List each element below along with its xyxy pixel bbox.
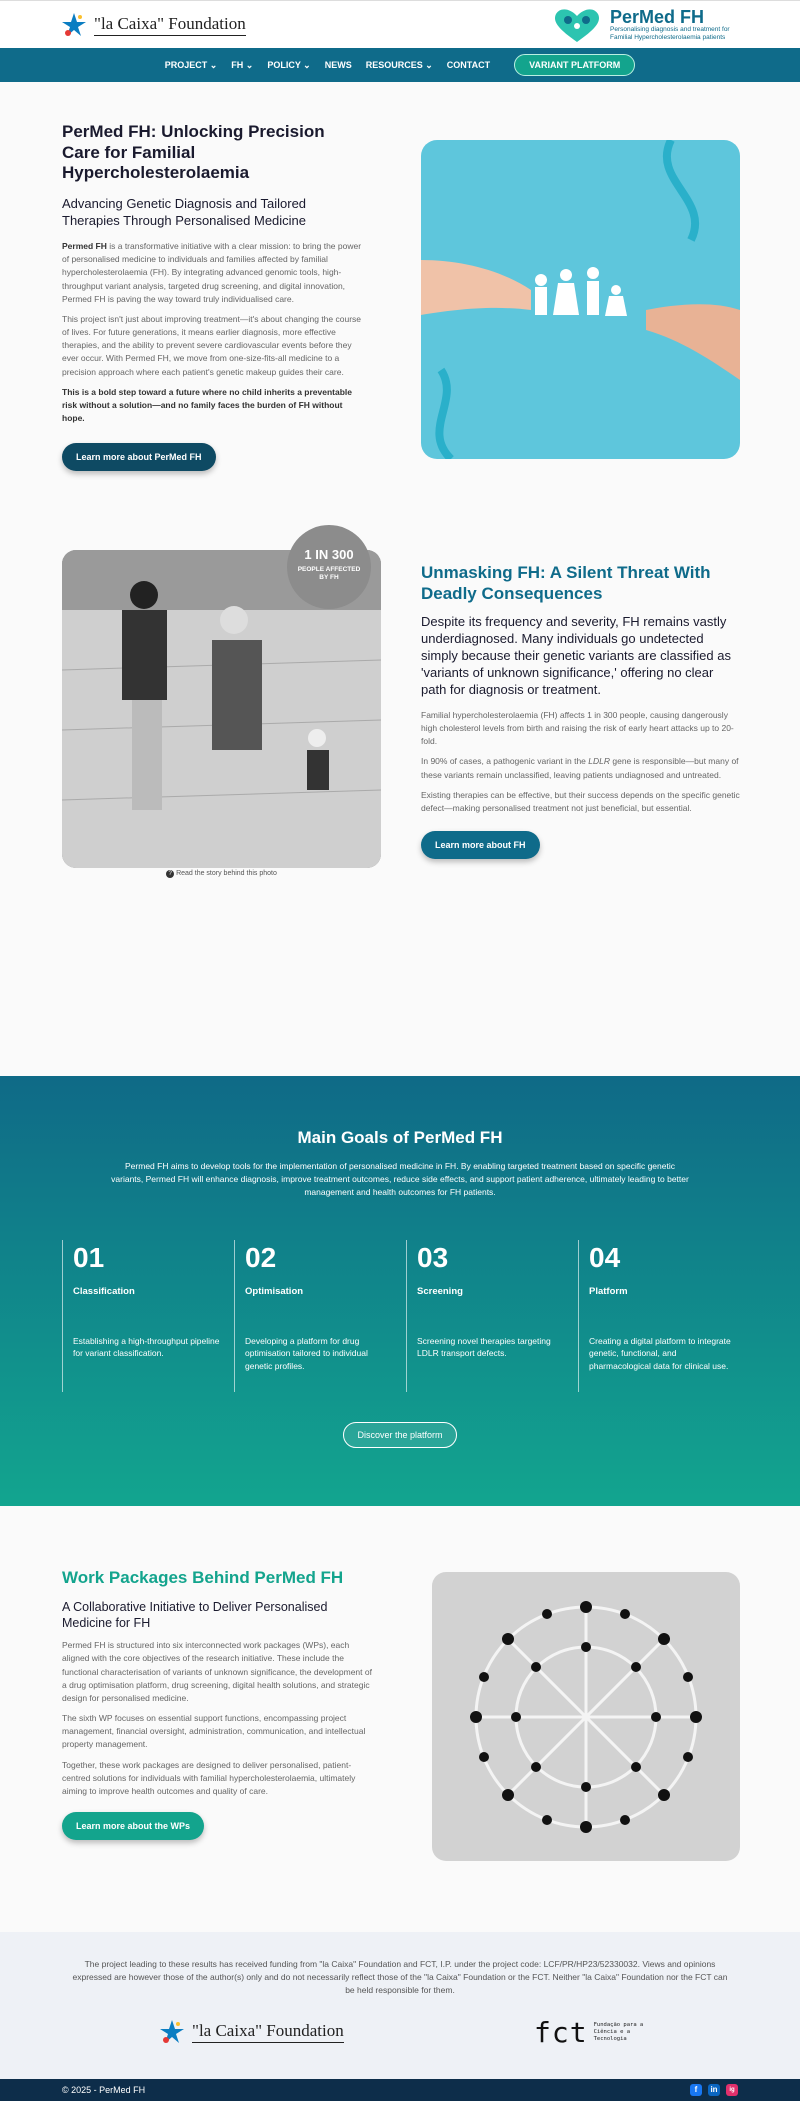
- question-icon: ?: [166, 870, 174, 878]
- goal-platform: [578, 1240, 750, 1392]
- wps-subtitle: A Collaborative Initiative to Deliver Personalised Medicine for FH: [62, 1599, 328, 1630]
- learn-more-permed-button[interactable]: Learn more about PerMed FH: [62, 443, 216, 471]
- footer-caixa-logo[interactable]: [158, 2018, 344, 2046]
- nav-news[interactable]: NEWS: [324, 60, 352, 70]
- goal-classification: [62, 1240, 234, 1392]
- wps-paragraph-3: Together, these work packages are designed to deliver personalised, patient-centred solutions for individuals with familial hypercholesterolaemia, ultimately aiming to improve health outcomes and quality of care.: [62, 1759, 356, 1796]
- stat-badge-number: 1 IN 300: [304, 547, 354, 562]
- permed-logo[interactable]: [550, 6, 740, 44]
- linkedin-icon[interactable]: in: [708, 2084, 720, 2096]
- fct-logo[interactable]: [534, 2016, 652, 2049]
- goal-description: Screening novel therapies targeting LDLR transport defects.: [417, 1336, 551, 1359]
- unmask-paragraph-3: Existing therapies can be effective, but their success depends on the specific genetic defect—making personalised treatment not just beneficial, but essential.: [421, 789, 740, 813]
- unmask-lead: Despite its frequency and severity, FH remains vastly underdiagnosed. Many individuals go undetected simply because their genetic variants are classified as 'variants of unknown significance,' offering no clear path for diagnosis or treatment.: [421, 614, 731, 698]
- wps-paragraph-1: Permed FH is structured into six interconnected work packages (WPs), each aligned with the core objectives of the research initiative. These include the functional characterisation of variants of unknown significance, the development of a drug optimisation platform, drug screening, digital health solutions, and strategic design for personalised medicine.: [62, 1640, 372, 1703]
- goal-optimisation: [234, 1240, 406, 1392]
- goal-label: Screening: [417, 1286, 463, 1297]
- photo-caption-text: Read the story behind this photo: [176, 870, 277, 877]
- permed-logo-tagline: Personalising diagnosis and treatment for Familial Hypercholesterolaemia patients: [610, 25, 730, 41]
- nav-contact[interactable]: CONTACT: [446, 60, 491, 70]
- nav-project[interactable]: PROJECT ⌄: [164, 59, 218, 70]
- goal-label: Classification: [73, 1286, 135, 1297]
- wps-title: Work Packages Behind PerMed FH: [62, 1568, 344, 1587]
- caixa-star-icon: [60, 11, 88, 39]
- molecule-model-image: [432, 1572, 740, 1861]
- caixa-logo[interactable]: [60, 11, 246, 39]
- funding-statement: The project leading to these results has received funding from "la Caixa" Foundation and FCT, I.P. under the project code: LCF/PR/HP23/52330032. Views and opinions expressed are however those of the author(s) only and do not necessarily reflect those of the "la Caixa" Foundation or the FCT. Neither "la Caixa" Foundation nor the FCT can be held responsible for them.: [72, 1959, 728, 1995]
- goals-intro: Permed FH aims to develop tools for the implementation of personalised medicine in FH. By enabling targeted treatment based on specific genetic variants, Permed FH will enhance diagnosis, improve treatment outcomes, reduce side effects, and support patient adherence, ultimately leading to better management and health outcomes for FH patients.: [111, 1161, 689, 1197]
- goal-number: 01: [73, 1242, 105, 1273]
- goals-section: [0, 1076, 800, 1506]
- work-packages-section: [0, 1506, 800, 1916]
- photo-caption-link[interactable]: [62, 870, 381, 878]
- discover-platform-button[interactable]: Discover the platform: [343, 1422, 456, 1448]
- family-heart-icon: [550, 6, 604, 44]
- intro-subtitle: Advancing Genetic Diagnosis and Tailored Therapies Through Personalised Medicine: [62, 196, 307, 229]
- intro-section: [0, 82, 800, 463]
- goal-number: 02: [245, 1242, 277, 1273]
- caixa-star-icon: [158, 2018, 186, 2046]
- nav-resources[interactable]: RESOURCES ⌄: [365, 59, 433, 70]
- goal-description: Developing a platform for drug optimisation tailored to individual genetic profiles.: [245, 1336, 368, 1371]
- unmask-paragraph-1: Familial hypercholesterolaemia (FH) affects 1 in 300 people, causing dangerously high cholesterol levels from birth and raising the risk of early heart attacks up to 20-fold.: [421, 709, 734, 747]
- intro-paragraph-3: This is a bold step toward a future where no child inherits a preventable risk without a solution—and no family faces the burden of FH without hope.: [62, 386, 353, 424]
- fct-logo-mark: fct: [534, 2016, 588, 2049]
- unmask-paragraph-2: In 90% of cases, a pathogenic variant in the LDLR gene is responsible—but many of these variants remain unclassified, leaving patients undiagnosed and untreated.: [421, 756, 739, 780]
- footer-bottom-bar: [0, 2079, 800, 2101]
- wps-paragraph-2: The sixth WP focuses on essential support functions, encompassing project management, financial oversight, administration, communication, and intellectual property management.: [62, 1713, 366, 1750]
- permed-logo-name: PerMed FH: [610, 6, 705, 27]
- top-header: [0, 0, 800, 48]
- main-nav: [0, 48, 800, 82]
- goal-label: Optimisation: [245, 1286, 304, 1297]
- goal-number: 04: [589, 1242, 621, 1273]
- intro-title: PerMed FH: Unlocking Precision Care for Familial Hypercholesterolaemia: [62, 122, 325, 183]
- stat-badge-text: PEOPLE AFFECTED BY FH: [297, 566, 361, 582]
- social-links: [690, 2084, 738, 2096]
- caixa-logo-text: "la Caixa" Foundation: [94, 14, 246, 36]
- unmask-title: Unmasking FH: A Silent Threat With Deadly Consequences: [421, 563, 711, 603]
- instagram-icon[interactable]: ig: [726, 2084, 738, 2096]
- learn-more-wps-button[interactable]: Learn more about the WPs: [62, 1812, 204, 1840]
- footer-caixa-logo-text: "la Caixa" Foundation: [192, 2021, 344, 2043]
- goal-label: Platform: [589, 1286, 628, 1297]
- intro-paragraph-2: This project isn't just about improving treatment—it's about changing the course of lives. For future generations, it means earlier diagnosis, more effective therapies, and the ability to prevent severe cardiovascular events before they ever occur. With Permed FH, we move from one-size-fits-all medicine to a precision approach where each patient's genetic makeup guides their care.: [62, 313, 362, 377]
- goal-description: Establishing a high-throughput pipeline for variant classification.: [73, 1336, 220, 1359]
- facebook-icon[interactable]: f: [690, 2084, 702, 2096]
- unmask-section: [0, 460, 800, 877]
- footer: [0, 1932, 800, 2079]
- fct-logo-subtitle: Fundação para a Ciência e a Tecnologia: [593, 2021, 644, 2043]
- goals-title: Main Goals of PerMed FH: [297, 1128, 503, 1147]
- goal-screening: [406, 1240, 578, 1392]
- copyright: © 2025 - PerMed FH: [62, 2085, 146, 2095]
- intro-paragraph-1: Permed FH is a transformative initiative with a clear mission: to bring the power of personalised medicine to individuals and families affected by familial hypercholesterolaemia (FH). By integrating advanced genomic tools, high-throughput variant analysis, targeted drug screening, and digital innovation, Permed FH is paving the way toward truly individualised care.: [62, 240, 362, 304]
- variant-platform-button[interactable]: VARIANT PLATFORM: [514, 54, 635, 76]
- goal-description: Creating a digital platform to integrate genetic, functional, and pharmacological data for clinical use.: [589, 1336, 731, 1371]
- stat-badge: [287, 525, 371, 609]
- nav-policy[interactable]: POLICY ⌄: [267, 59, 311, 70]
- goal-number: 03: [417, 1242, 449, 1273]
- nav-fh[interactable]: FH ⌄: [231, 59, 254, 70]
- hands-family-image: [421, 140, 740, 459]
- learn-more-fh-button[interactable]: Learn more about FH: [421, 831, 540, 859]
